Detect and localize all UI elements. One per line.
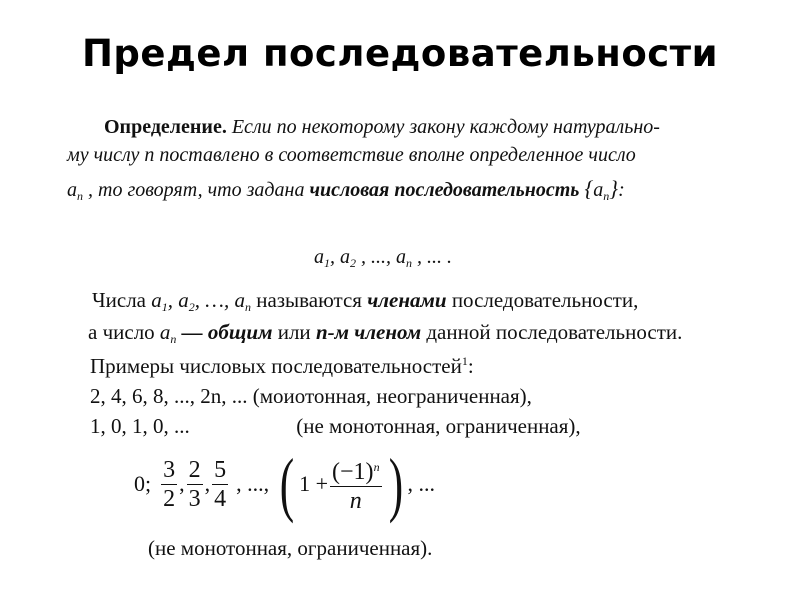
members-start: Числа [92,288,147,312]
members2-nth: n-м членом [315,320,422,344]
members-end: последовательности, [451,288,639,312]
fraction-5-4 [212,456,228,513]
page-title: Предел последовательности [81,32,719,75]
definition-line-3 [67,176,625,204]
example-2-values: 1, 0, 1, 0, ... [90,414,190,438]
members-mid: называются [256,288,362,312]
definition-line-2: му числу n поставлено в соответствие вполне определенное число [67,144,636,166]
definition-text-3: , то говорят, что задана [88,179,305,201]
f3-den: 4 [214,485,227,512]
seq-a1: a [314,246,324,268]
var-a: a [67,179,77,201]
paren-open: ( [279,444,295,524]
m-a2: a [178,288,189,312]
example-3-dots: , ..., [236,471,270,496]
fraction-3-2 [161,456,177,513]
members2-start: а число [88,320,155,344]
examples-heading-text: Примеры числовых последовательностей [90,354,462,378]
seq-s2: 2 [350,256,356,270]
f2-den: 3 [188,485,201,512]
m-an: a [234,288,245,312]
term-numeric-sequence: числовая последовательность [309,179,580,201]
example-3-start: 0; [134,471,152,496]
f1-num: 3 [163,456,176,483]
members2-general: — общим [181,320,273,344]
example-1-values: 2, 4, 6, 8, ..., 2n, ... [90,384,248,408]
definition-label: Определение. [104,116,227,138]
example-2-desc: (не монотонная, ограниченная), [296,414,581,438]
m2-sn: n [170,332,177,346]
footnote-mark: 1 [461,354,468,368]
definition-text-1: Если по некоторому закону каждому натурально- [231,116,660,138]
example-3-desc: (не монотонная, ограниченная). [148,536,433,560]
example-1-desc: (моиотонная, неограниченная), [252,384,532,408]
m-s1: 1 [161,300,168,314]
f4-num-sup: n [373,460,380,474]
m2-an: a [159,320,171,344]
definition-line-1 [104,116,660,139]
brace-sub: n [603,189,610,203]
f2-num: 2 [188,456,201,483]
seq-tail: , ... . [417,246,452,268]
fraction-2-3 [187,456,203,513]
brace-close: } [609,176,619,201]
f4-den: n [349,488,362,514]
seq-s1: 1 [324,256,330,270]
example-3-tail: , ... [407,471,436,496]
brace-open: { [584,176,594,201]
one-plus: 1 + [299,471,329,496]
seq-dots: , ..., [361,246,391,268]
example-3: 0; $\frac{3}{2}$ , $\frac{2}{3}$ , $\frac{5}{4}$ , ..., ( 1 + $\frac{(-1)^n}{n}$ ) , ... [134,444,436,524]
examples-colon: : [467,354,474,378]
example-2 [90,414,581,439]
f4-num: (−1) [332,459,374,485]
f1-den: 2 [163,485,176,512]
members-line-2 [88,320,682,347]
members2-or: или [277,320,311,344]
subscript-n: n [77,189,83,203]
sequence-formula: $a_1$, $a_2$ , ..., $a_n$ , ... . [314,246,452,270]
brace-var: a [593,179,604,201]
members-line-1: Числа $a_1$, $a_2$, …, $a_n$ называются членами последовательности, [92,288,639,314]
paren-close: ) [388,444,403,524]
seq-an: a [396,246,406,268]
fraction-minus-one-pow-n [330,453,382,515]
m-sn: n [244,300,251,314]
example-1 [90,384,532,409]
seq-a2: a [340,246,350,268]
m-a1: a [151,288,162,312]
members-term: членами [367,288,447,312]
examples-heading [90,354,474,379]
members2-end: данной последовательности. [426,320,683,344]
colon: : [618,179,625,201]
m-s2: 2 [188,300,195,314]
f3-num: 5 [214,456,227,483]
seq-sn: n [406,256,412,270]
